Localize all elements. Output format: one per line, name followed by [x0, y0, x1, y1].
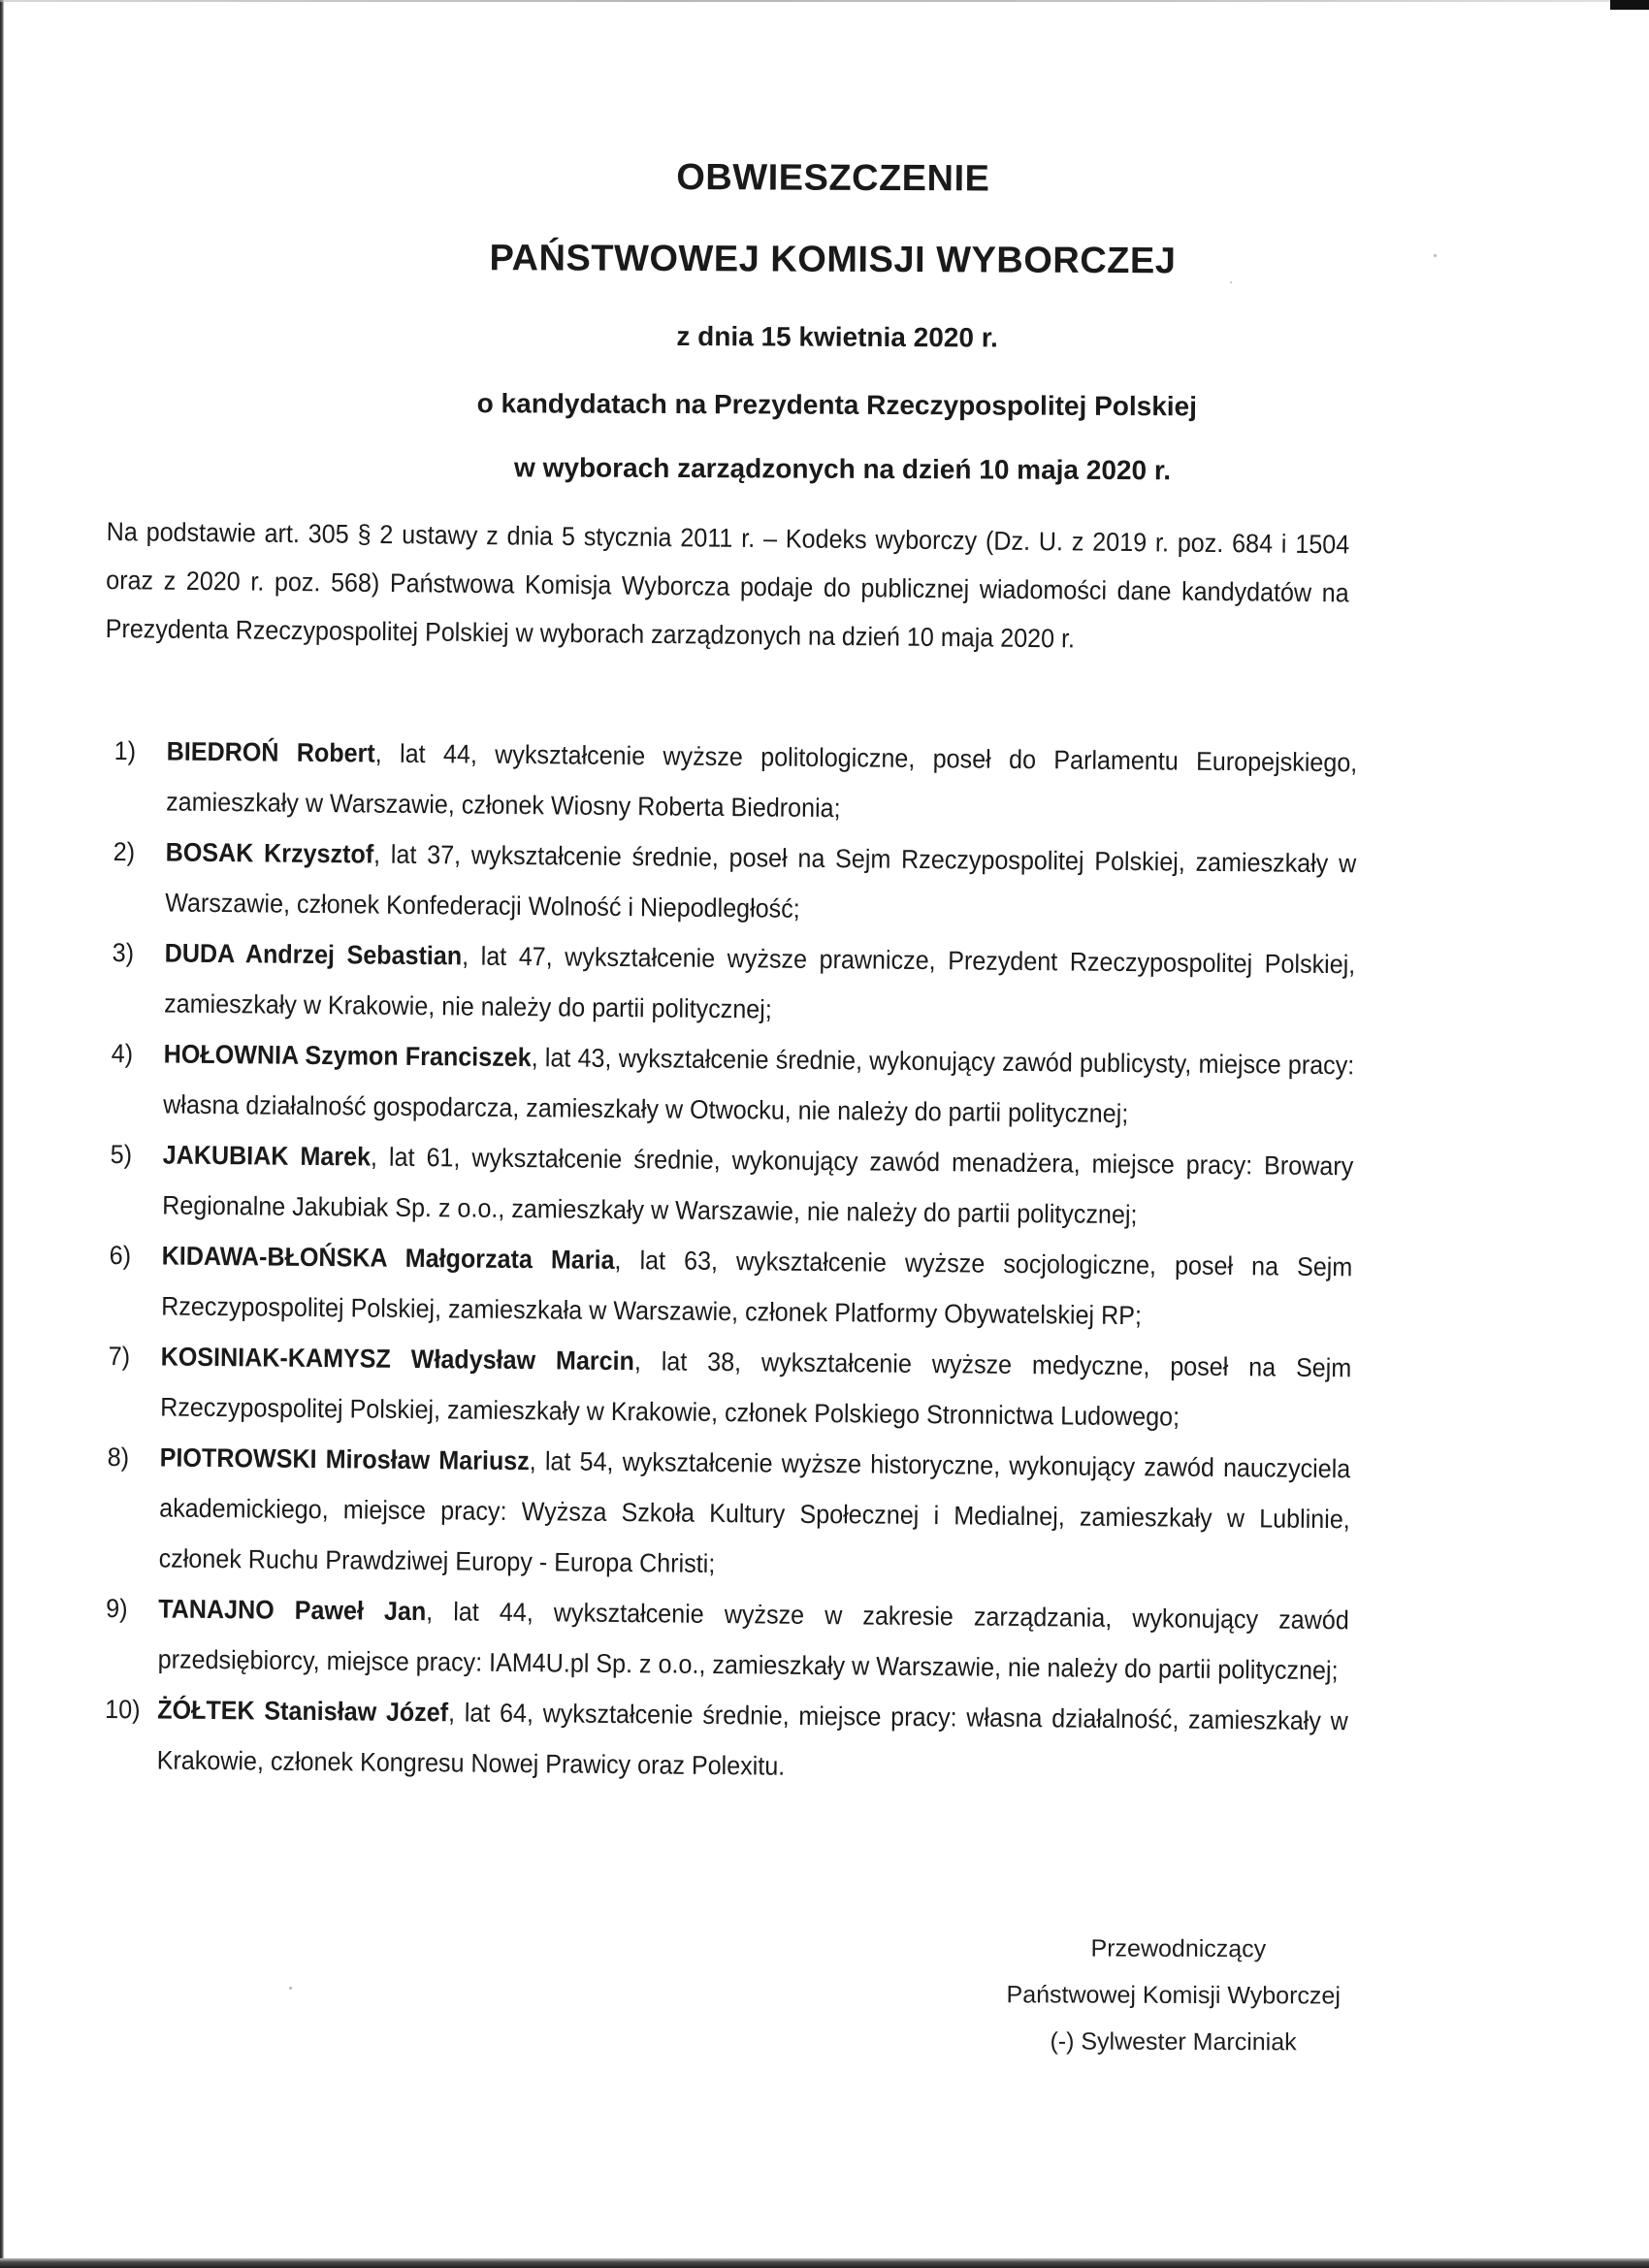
signatory-body: Państwowej Komisji Wyborczej	[1006, 1981, 1341, 2010]
scan-edge-top	[0, 0, 1610, 2]
candidate-number: 7)	[108, 1341, 131, 1372]
candidate-item	[111, 1028, 1354, 1141]
candidate-item	[106, 1583, 1349, 1696]
candidate-name: DUDA Andrzej Sebastian	[164, 938, 463, 971]
candidate-name: KOSINIAK-KAMYSZ Władysław Marcin	[160, 1342, 635, 1377]
candidate-item	[113, 726, 1357, 838]
candidate-number: 5)	[110, 1139, 133, 1170]
document-date: z dnia 15 kwietnia 2020 r.	[676, 321, 998, 353]
candidate-name: KIDAWA-BŁOŃSKA Małgorzata Maria	[161, 1241, 615, 1275]
candidate-item	[107, 1432, 1351, 1595]
candidate-name: TANAJNO Paweł Jan	[158, 1594, 427, 1627]
candidate-details: , lat 44, wykształcenie wyższe politologiczne, poseł do Parlamentu Europejskiego, zamieszkały w Warszawie, członek Wiosny Roberta Biedronia;	[166, 738, 1358, 824]
document-title: OBWIESZCZENIE	[676, 157, 990, 200]
document-subject-line-1: o kandydatach na Prezydenta Rzeczypospolitej Polskiej	[476, 388, 1198, 422]
candidate-item	[109, 1230, 1352, 1343]
candidate-number: 9)	[106, 1593, 128, 1624]
intro-paragraph: Na podstawie art. 305 § 2 ustawy z dnia 5 stycznia 2011 r. – Kodeks wyborczy (Dz. U. z 2019 r. poz. 684 i 1504 oraz z 2020 r. poz. 568) Państwowa Komisja Wyborcza podaje do publicznej wiadomości dane kandydatów na Prezydenta Rzeczypospolitej Polskiej w wyborach zarządzonych na dzień 10 maja 2020 r.	[105, 516, 1350, 654]
candidate-item	[105, 1684, 1348, 1797]
candidate-details: , lat 47, wykształcenie wyższe prawnicze, Prezydent Rzeczypospolitej Polskiej, zamieszkały w Krakowie, nie należy do partii politycznej;	[164, 941, 1356, 1024]
candidate-details: , lat 44, wykształcenie wyższe w zakresie zarządzania, wykonujący zawód przedsiębiorcy, miejsce pracy: IAM4U.pl Sp. z o.o., zamieszkały w Warszawie, nie należy do partii politycznej;	[157, 1597, 1349, 1686]
candidate-details: , lat 61, wykształcenie średnie, wykonujący zawód menadżera, miejsce pracy: Browary Regionalne Jakubiak Sp. z o.o., zamieszkały w Warszawie, nie należy do partii politycznej;	[162, 1142, 1354, 1230]
candidate-details: , lat 64, wykształcenie średnie, miejsce pracy: własna działalność, zamieszkały w Krakowie, członek Kongresu Nowej Prawicy oraz Polexitu.	[156, 1698, 1348, 1781]
candidate-name: BIEDROŃ Robert	[166, 736, 375, 768]
candidate-number: 8)	[107, 1442, 130, 1473]
document-subject-line-2: w wyborach zarządzonych na dzień 10 maja 2020 r.	[514, 452, 1172, 486]
candidate-name: HOŁOWNIA Szymon Franciszek	[163, 1039, 532, 1073]
issuing-body: PAŃSTWOWEJ KOMISJI WYBORCZEJ	[489, 238, 1177, 282]
candidate-details: , lat 43, wykształcenie średnie, wykonujący zawód publicysty, miejsce pracy: własna działalność gospodarcza, zamieszkały w Otwocku, nie należy do partii politycznej;	[163, 1043, 1355, 1129]
candidate-number: 6)	[109, 1240, 132, 1271]
candidate-number: 4)	[111, 1038, 134, 1069]
candidate-name: JAKUBIAK Marek	[162, 1140, 372, 1172]
signatory-role: Przewodniczący	[1090, 1934, 1267, 1963]
candidate-name: ŻÓŁTEK Stanisław Józef	[157, 1695, 449, 1728]
candidate-item	[110, 1129, 1353, 1242]
scan-speck	[289, 1987, 292, 1990]
candidate-details: , lat 38, wykształcenie wyższe medyczne, poseł na Sejm Rzeczypospolitej Polskiej, zamieszkały w Krakowie, członek Polskiego Stronnictwa Ludowego;	[160, 1346, 1352, 1432]
candidate-details: , lat 37, wykształcenie średnie, poseł na Sejm Rzeczypospolitej Polskiej, zamieszkały w Warszawie, członek Konfederacji Wolność i Niepodległość;	[165, 839, 1357, 923]
candidate-number: 3)	[112, 937, 135, 968]
candidate-number: 1)	[113, 735, 137, 766]
candidate-name: BOSAK Krzysztof	[165, 837, 374, 869]
candidate-list	[105, 726, 1358, 1797]
signature-block	[930, 1925, 1415, 2066]
candidate-item	[108, 1331, 1351, 1443]
candidate-details: , lat 63, wykształcenie wyższe socjologiczne, poseł na Sejm Rzeczypospolitej Polskiej, zamieszkała w Warszawie, członek Platformy Obywatelskiej RP;	[161, 1245, 1353, 1331]
scan-edge-bottom	[0, 2258, 1649, 2268]
document-header	[0, 144, 1649, 490]
scan-corner-mark	[1610, 0, 1649, 10]
candidate-item	[112, 927, 1355, 1040]
candidate-number: 10)	[105, 1694, 141, 1725]
candidate-details: , lat 54, wykształcenie wyższe historyczne, wykonujący zawód nauczyciela akademickiego, miejsce pracy: Wyższa Szkoła Kultury Społecznej i Medialnej, zamieszkały w Lublinie, członek Ruchu Prawdziwej Europy - Europa Christi;	[158, 1446, 1351, 1578]
candidate-name: PIOTROWSKI Mirosław Mariusz	[159, 1442, 530, 1476]
candidate-item	[113, 826, 1356, 939]
signatory-name: (-) Sylwester Marciniak	[1050, 2027, 1297, 2057]
candidate-number: 2)	[113, 836, 136, 867]
